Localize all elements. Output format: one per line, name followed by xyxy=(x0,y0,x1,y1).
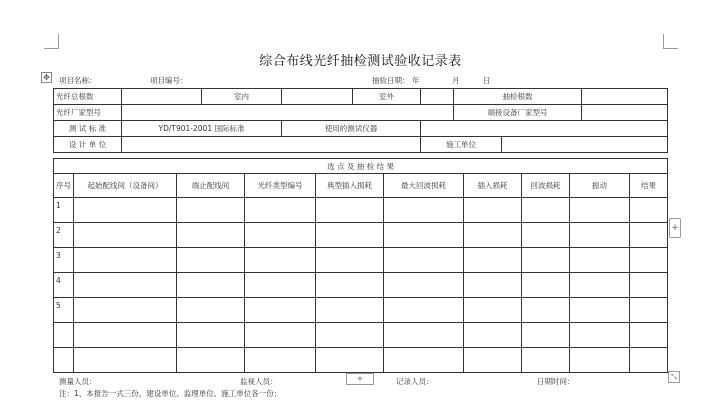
project-name-label: 项目名称： xyxy=(59,76,97,85)
results-section-title: 选 点 及 抽 检 结 果 xyxy=(54,159,668,174)
cell-return-loss[interactable] xyxy=(522,273,570,298)
crop-mark-top-left xyxy=(44,34,59,49)
fiber-maker-value[interactable] xyxy=(122,105,454,121)
construction-unit-label: 施工单位 xyxy=(421,137,502,153)
cell-return-loss[interactable] xyxy=(522,348,570,373)
results-column-header-row xyxy=(54,174,668,198)
cell-result[interactable] xyxy=(630,248,668,273)
fiber-maker-label: 光纤厂家型号 xyxy=(54,105,122,121)
design-unit-label: 设 计 单 位 xyxy=(54,137,122,153)
cell-fiber-type[interactable] xyxy=(245,273,316,298)
cell-vibration[interactable] xyxy=(570,248,630,273)
col-header-seq: 序号 xyxy=(54,174,74,198)
test-standard-label: 测 试 标 准 xyxy=(54,121,122,137)
terminal-maker-label: 端接设备厂家型号 xyxy=(454,105,582,121)
table-move-handle-icon[interactable]: ✥ xyxy=(41,72,52,83)
table-row xyxy=(54,348,668,373)
col-header-end-room: 端止配线间 xyxy=(177,174,245,198)
col-header-result: 结果 xyxy=(630,174,668,198)
cell-vibration[interactable] xyxy=(570,198,630,223)
cell-fiber-type[interactable] xyxy=(245,348,316,373)
footer-note: 注：1、本报告一式三份，建设单位、监理单位、施工单位各一份； xyxy=(59,389,282,398)
cell-vibration[interactable] xyxy=(570,323,630,348)
cell-end-room[interactable] xyxy=(177,348,245,373)
cell-fiber-type[interactable] xyxy=(245,198,316,223)
sample-count-label: 抽检根数 xyxy=(454,89,582,105)
total-fibers-label: 光纤总根数 xyxy=(54,89,122,105)
cell-seq: 4 xyxy=(54,273,74,298)
col-header-insertion-loss: 插入损耗 xyxy=(464,174,522,198)
table-row xyxy=(54,298,668,323)
cell-insertion-loss[interactable] xyxy=(464,298,522,323)
cell-max-return-loss[interactable] xyxy=(384,323,464,348)
cell-vibration[interactable] xyxy=(570,223,630,248)
cell-max-return-loss[interactable] xyxy=(384,298,464,323)
cell-end-room[interactable] xyxy=(177,223,245,248)
cell-max-return-loss[interactable] xyxy=(384,248,464,273)
col-header-max-return-loss: 最大回波损耗 xyxy=(384,174,464,198)
table-resize-icon[interactable]: ⤡ xyxy=(668,371,680,383)
recorder-label: 记录人员： xyxy=(396,377,434,386)
cell-start-room[interactable] xyxy=(74,323,177,348)
design-unit-value[interactable] xyxy=(122,137,421,153)
cell-end-room[interactable] xyxy=(177,298,245,323)
results-table xyxy=(53,158,668,373)
cell-result[interactable] xyxy=(630,273,668,298)
cell-insertion-loss[interactable] xyxy=(464,323,522,348)
cell-seq: 5 xyxy=(54,298,74,323)
cell-start-room[interactable] xyxy=(74,273,177,298)
cell-typical-insertion-loss[interactable] xyxy=(316,323,384,348)
construction-unit-value[interactable] xyxy=(502,137,668,153)
outdoor-label: 室外 xyxy=(353,89,421,105)
sample-count-value[interactable] xyxy=(582,89,668,105)
cell-return-loss[interactable] xyxy=(522,248,570,273)
cell-seq: 2 xyxy=(54,223,74,248)
day-label: 日 xyxy=(483,76,491,85)
cell-insertion-loss[interactable] xyxy=(464,198,522,223)
cell-result[interactable] xyxy=(630,298,668,323)
cell-seq xyxy=(54,323,74,348)
cell-typical-insertion-loss[interactable] xyxy=(316,348,384,373)
cell-return-loss[interactable] xyxy=(522,323,570,348)
total-fibers-value[interactable] xyxy=(122,89,202,105)
cell-end-room[interactable] xyxy=(177,273,245,298)
cell-end-room[interactable] xyxy=(177,323,245,348)
cell-return-loss[interactable] xyxy=(522,223,570,248)
cell-max-return-loss[interactable] xyxy=(384,198,464,223)
table-row xyxy=(54,273,668,298)
cell-start-room[interactable] xyxy=(74,248,177,273)
cell-end-room[interactable] xyxy=(177,198,245,223)
cell-result[interactable] xyxy=(630,198,668,223)
cell-typical-insertion-loss[interactable] xyxy=(316,198,384,223)
month-label: 月 xyxy=(452,76,460,85)
cell-start-room[interactable] xyxy=(74,198,177,223)
table-row xyxy=(54,248,668,273)
cell-fiber-type[interactable] xyxy=(245,298,316,323)
info-row-fibers xyxy=(54,89,668,105)
col-header-start-room: 起始配线间（设备间） xyxy=(74,174,177,198)
col-header-vibration: 振动 xyxy=(570,174,630,198)
col-header-return-loss: 回波损耗 xyxy=(522,174,570,198)
cell-start-room[interactable] xyxy=(74,348,177,373)
terminal-maker-value[interactable] xyxy=(582,105,668,121)
info-table xyxy=(53,88,668,153)
standard-value: YD/T901-2001 国际标准 xyxy=(122,121,282,137)
info-row-standard xyxy=(54,121,668,137)
cell-typical-insertion-loss[interactable] xyxy=(316,223,384,248)
cell-return-loss[interactable] xyxy=(522,198,570,223)
cell-insertion-loss[interactable] xyxy=(464,273,522,298)
cell-result[interactable] xyxy=(630,348,668,373)
results-section-header-row xyxy=(54,159,668,174)
indoor-label: 室内 xyxy=(202,89,282,105)
cell-return-loss[interactable] xyxy=(522,298,570,323)
cell-vibration[interactable] xyxy=(570,273,630,298)
cell-vibration[interactable] xyxy=(570,348,630,373)
col-header-typical-insertion-loss: 典型插入损耗 xyxy=(316,174,384,198)
cell-vibration[interactable] xyxy=(570,298,630,323)
cell-start-room[interactable] xyxy=(74,298,177,323)
table-row xyxy=(54,323,668,348)
col-header-fiber-type: 光纤类型编号 xyxy=(245,174,316,198)
cell-result[interactable] xyxy=(630,223,668,248)
cell-end-room[interactable] xyxy=(177,248,245,273)
outdoor-value[interactable] xyxy=(421,89,454,105)
table-row xyxy=(54,198,668,223)
info-row-makers xyxy=(54,105,668,121)
indoor-value[interactable] xyxy=(282,89,353,105)
cell-max-return-loss[interactable] xyxy=(384,273,464,298)
info-row-units xyxy=(54,137,668,153)
cell-typical-insertion-loss[interactable] xyxy=(316,248,384,273)
add-column-button[interactable]: + xyxy=(669,218,681,238)
cell-result[interactable] xyxy=(630,323,668,348)
test-time-label: 日期时间： xyxy=(537,377,575,386)
crop-mark-top-right xyxy=(663,34,678,49)
tester-label: 测量人员： xyxy=(59,377,97,386)
check-date-label: 抽验日期： 年 xyxy=(372,76,420,85)
cell-typical-insertion-loss[interactable] xyxy=(316,298,384,323)
table-row xyxy=(54,223,668,248)
cell-seq xyxy=(54,348,74,373)
cell-max-return-loss[interactable] xyxy=(384,223,464,248)
document-title: 综合布线光纤抽检测试验收记录表 xyxy=(259,54,462,69)
cell-typical-insertion-loss[interactable] xyxy=(316,273,384,298)
cell-fiber-type[interactable] xyxy=(245,223,316,248)
instrument-label: 使用的测试仪器 xyxy=(282,121,421,137)
supervisor-label: 监视人员： xyxy=(240,377,278,386)
cell-fiber-type[interactable] xyxy=(245,248,316,273)
instrument-value[interactable] xyxy=(421,121,668,137)
cell-max-return-loss[interactable] xyxy=(384,348,464,373)
cell-fiber-type[interactable] xyxy=(245,323,316,348)
cell-seq: 3 xyxy=(54,248,74,273)
cell-insertion-loss[interactable] xyxy=(464,223,522,248)
add-row-button[interactable]: + xyxy=(346,373,374,385)
cell-seq: 1 xyxy=(54,198,74,223)
cell-insertion-loss[interactable] xyxy=(464,348,522,373)
project-no-label: 项目编号： xyxy=(150,76,188,85)
cell-insertion-loss[interactable] xyxy=(464,248,522,273)
cell-start-room[interactable] xyxy=(74,223,177,248)
